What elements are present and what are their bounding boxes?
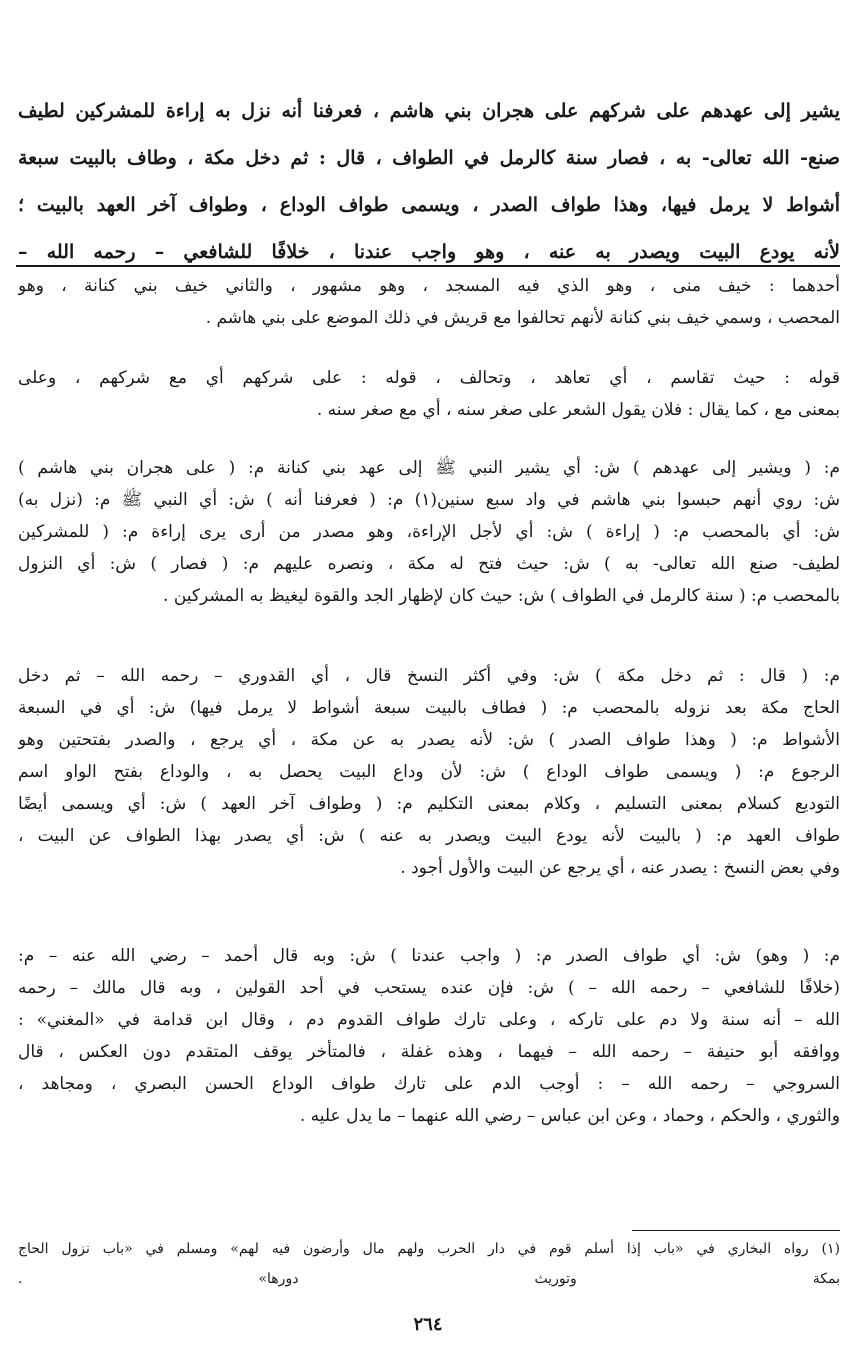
commentary-line: قوله : حيث تقاسم ، أي تعاهد ، وتحالف ، قوله : على شركهم أي مع شركهم ، وعلى — [18, 368, 840, 388]
commentary-line: الرجوع م: ( ويسمى طواف الوداع ) ش: لأن وداع البيت يحصل به ، والوداع بفتح الواو اسم — [18, 762, 840, 782]
commentary-line: والثوري ، والحكم ، وحماد ، وعن ابن عباس – رضي الله عنهما – ما يدل عليه . — [299, 1106, 840, 1126]
commentary-line: الأشواط م: ( وهذا طواف الصدر ) ش: لأنه يصدر به عن مكة ، أي يرجع ، والصدر بفتحتين وهو — [18, 730, 840, 750]
main-text-line: أشواط لا يرمل فيها، وهذا طواف الصدر ، ويسمى طواف الوداع ، وطواف آخر العهد بالبيت ؛ — [18, 194, 840, 216]
commentary-line: م: ( ويشير إلى عهدهم ) ش: أي يشير النبي ﷺ إلى عهد بني كنانة م: ( على هجران بني هاشم ) — [18, 458, 840, 478]
commentary-line: ووافقه أبو حنيفة – رحمه الله – فيهما ، وهذه غفلة ، فالمتأخر يوقف المتقدم دون العكس ، قال — [18, 1042, 840, 1062]
commentary-line: المحصب ، وسمي خيف بني كنانة لأنهم تحالفوا مع قريش في ذلك الموضع على بني هاشم . — [205, 308, 840, 328]
main-text-divider — [16, 265, 840, 267]
commentary-paragraph-2 — [18, 362, 840, 426]
commentary-line: (خلافًا للشافعي – رحمه الله – ) ش: فإن عنده يستحب في أحد القولين ، وبه قال مالك – رحمه — [18, 978, 840, 998]
commentary-line: ش: روي أنهم حبسوا بني هاشم في واد سبع سنين(١) م: ( فعرفنا أنه ) ش: أي النبي ﷺ م: (نزل به) — [18, 490, 840, 510]
commentary-line: وفي بعض النسخ : يصدر عنه ، أي يرجع عن البيت والأول أجود . — [400, 858, 840, 878]
commentary-line: م: ( قال : ثم دخل مكة ) ش: وفي أكثر النسخ قال ، أي القدوري – رحمه الله – ثم دخل — [18, 666, 840, 686]
main-text-line: يشير إلى عهدهم على شركهم على هجران بني هاشم ، فعرفنا أنه نزل به إراءة للمشركين لطيف — [18, 100, 840, 122]
footnote-line: (١) رواه البخاري في «باب إذا أسلم قوم في دار الحرب ولهم مال وأرضون فيه لهم» ومسلم في «باب نزول الحاج — [18, 1241, 840, 1257]
commentary-paragraph-4 — [18, 660, 840, 884]
commentary-paragraph-1 — [18, 270, 840, 334]
main-text-line: لأنه يودع البيت ويصدر به عنه ، وهو واجب عندنا ، خلافًا للشافعي – رحمه الله – — [18, 241, 840, 263]
commentary-line: م: ( وهو) ش: أي طواف الصدر م: ( واجب عندنا ) ش: وبه قال أحمد – رضي الله عنه – م: — [18, 946, 840, 966]
commentary-line: السروجي – رحمه الله – : أوجب الدم على تارك طواف الوداع الحسن البصري ، ومجاهد ، — [18, 1074, 840, 1094]
footnote — [18, 1234, 840, 1294]
commentary-line: الله – أنه سنة ولا دم على تاركه ، وعلى تارك طواف القدوم دم ، وقال ابن قدامة في «المغني» : — [18, 1010, 840, 1030]
commentary-line: بالمحصب م: ( سنة كالرمل في الطواف ) ش: حيث كان لإظهار الجد والقوة ليغيظ به المشركين . — [163, 586, 840, 606]
commentary-line: لطيف- صنع الله تعالى- به ) ش: حيث فتح له مكة ، ونصره عليهم م: ( فصار ) ش: أي النزول — [18, 554, 840, 574]
main-text — [18, 88, 840, 276]
commentary-line: ش: أي بالمحصب م: ( إراءة ) ش: أي لأجل الإراءة، وهو مصدر من أرى يرى إراءة م: ( للمشركين — [18, 522, 840, 542]
commentary-line: طواف العهد م: ( بالبيت لأنه يودع البيت ويصدر به عنه ) ش: أي يصدر بهذا الطواف عن البيت ، — [18, 826, 840, 846]
commentary-paragraph-5 — [18, 940, 840, 1132]
commentary-paragraph-3 — [18, 452, 840, 612]
page-number: ٢٦٤ — [413, 1314, 443, 1335]
footnote-divider — [632, 1230, 840, 1231]
commentary-line: الحاج مكة بعد نزوله بالمحصب م: ( فطاف بالبيت سبعة أشواط لا يرمل فيها) ش: أي في السبعة — [18, 698, 840, 718]
footnote-line: بمكة وتوريث دورها» . — [18, 1271, 840, 1287]
commentary-line: التوديع كسلام بمعنى التسليم ، وكلام بمعنى التكليم م: ( وطواف آخر العهد ) ش: أي ويسمى أيضًا — [18, 794, 840, 814]
commentary-line: أحدهما : خيف منى ، وهو الذي فيه المسجد ، وهو مشهور ، والثاني خيف بني كنانة ، وهو — [18, 276, 840, 296]
commentary-line: بمعنى مع ، كما يقال : فلان يقول الشعر على صغر سنه ، أي مع صغر سنه . — [316, 400, 840, 420]
main-text-line: صنع- الله تعالى- به ، فصار سنة كالرمل في الطواف ، قال : ثم دخل مكة ، وطاف بالبيت سبعة — [18, 147, 840, 169]
